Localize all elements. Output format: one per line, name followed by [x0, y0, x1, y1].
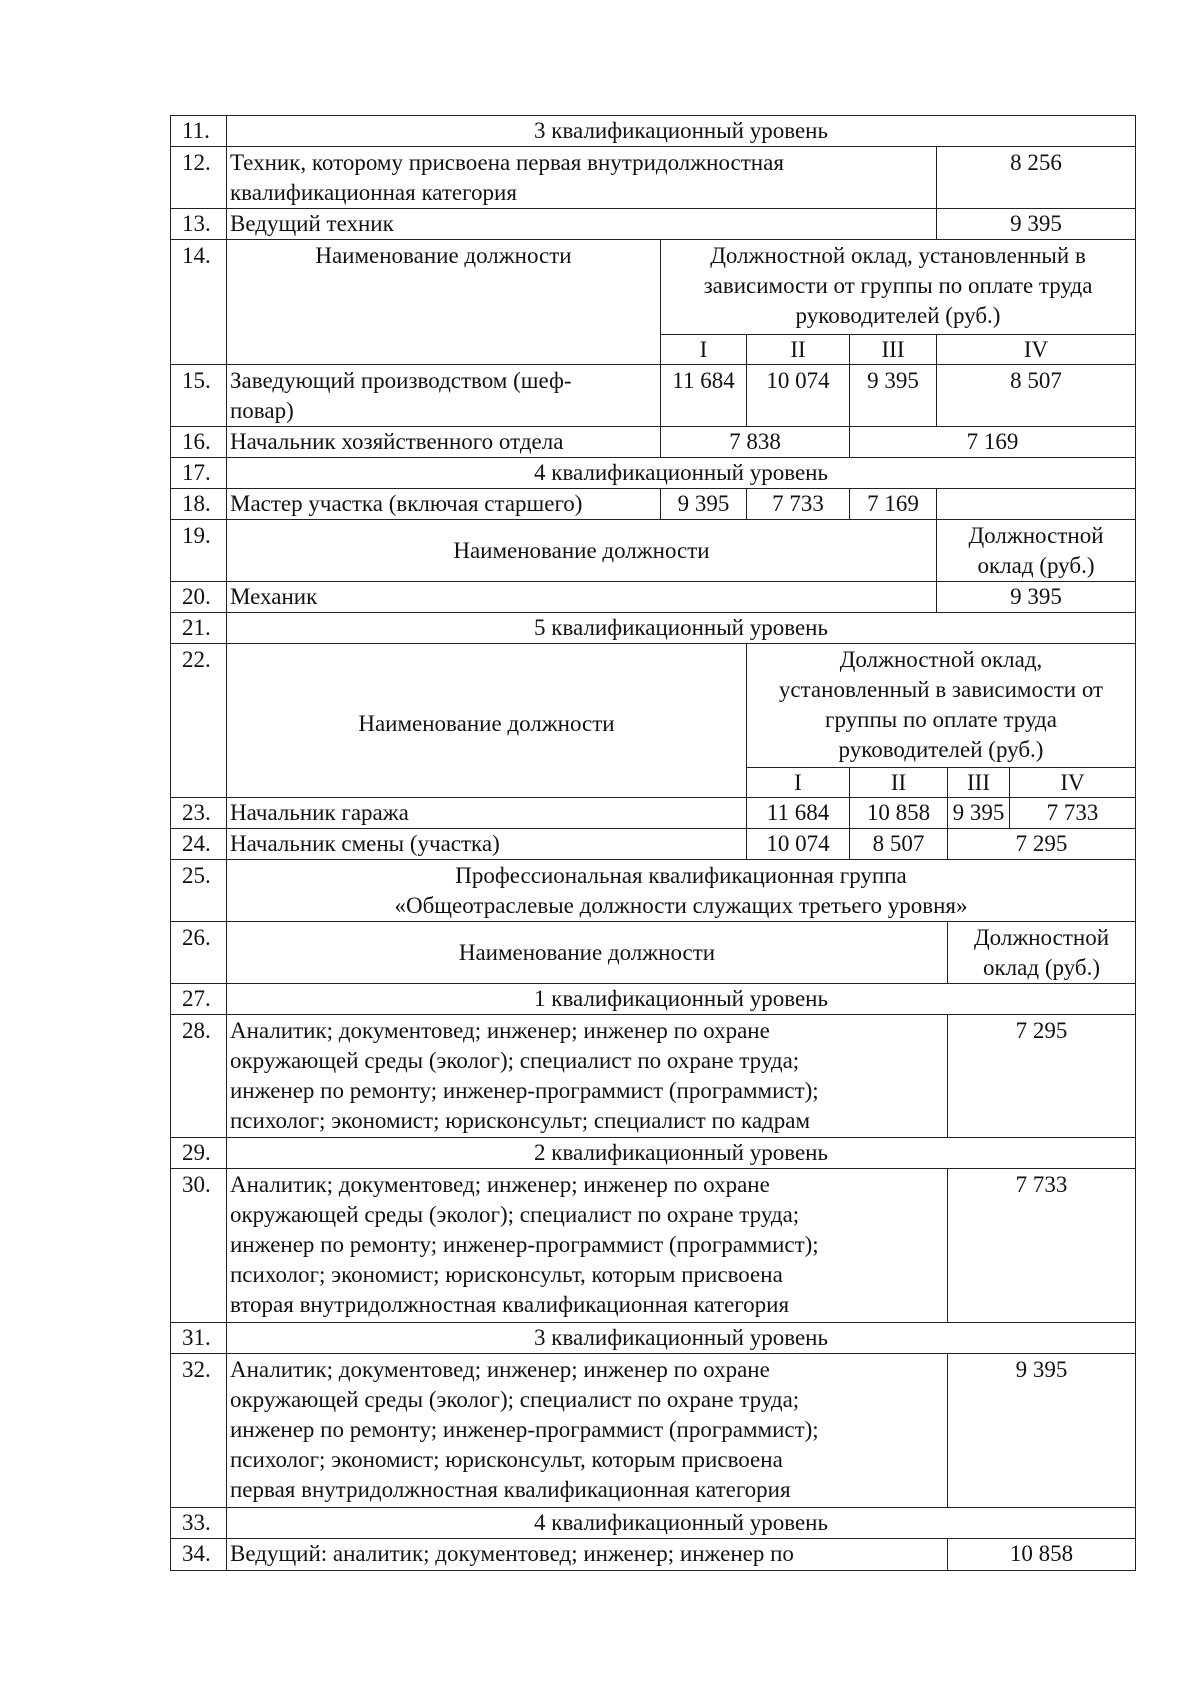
salary-value: 10 858 — [1009, 1541, 1074, 1566]
column-header-position: Наименование должности — [315, 243, 572, 268]
row-number: 24. — [182, 831, 211, 856]
salary-group-3: 9 395 — [867, 368, 919, 393]
salary-group-3-4: 7 169 — [966, 429, 1019, 454]
salary-group-3: 7 169 — [867, 491, 919, 516]
position-name: Техник, которому присвоена первая внутридолжностная квалификационная категория — [230, 150, 784, 205]
row-number: 30. — [182, 1172, 211, 1197]
position-name: Начальник смены (участка) — [230, 831, 500, 856]
salary-group-4: 7 733 — [1046, 800, 1099, 825]
salary-value: 9 395 — [1010, 211, 1062, 236]
row-number: 19. — [182, 523, 211, 548]
salary-group-1-2: 7 838 — [729, 429, 781, 454]
salary-value: 9 395 — [1010, 584, 1062, 609]
salary-group-1: 11 684 — [672, 368, 735, 393]
row-number: 33. — [182, 1510, 211, 1535]
row-number: 27. — [182, 986, 211, 1011]
position-name: Ведущий техник — [230, 211, 394, 236]
position-name: Начальник гаража — [230, 800, 409, 825]
position-name: Ведущий: аналитик; документовед; инженер; инженер по — [230, 1541, 794, 1566]
salary-group-4: 8 507 — [1010, 368, 1062, 393]
row-number: 15. — [182, 368, 211, 393]
row-number: 12. — [182, 150, 211, 175]
row-number: 22. — [182, 647, 211, 672]
column-header-salary: Должностной оклад, установленный в зависимости от группы по оплате труда руководителей (руб.) — [778, 647, 1104, 762]
position-name: Аналитик; документовед; инженер; инженер по охране окружающей среды (эколог); специалист по охране труда; инженер по ремонту; инженер-программист (программист); психолог; экономист; юрисконсульт; специалист по кадрам — [230, 1018, 819, 1133]
row-number: 28. — [182, 1018, 211, 1043]
salary-group-1: 10 074 — [766, 831, 830, 856]
position-name: Заведующий производством (шеф- повар) — [230, 368, 572, 423]
level-heading: 3 квалификационный уровень — [534, 1325, 828, 1350]
level-heading: 2 квалификационный уровень — [534, 1140, 828, 1165]
salary-group-2: 7 733 — [772, 491, 824, 516]
row-number: 32. — [182, 1357, 211, 1382]
group-header-3: III — [881, 337, 905, 362]
row-number: 20. — [182, 584, 211, 609]
salary-group-2: 10 858 — [866, 800, 931, 825]
position-name: Начальник хозяйственного отдела — [230, 429, 564, 454]
salary-group-2: 8 507 — [872, 831, 925, 856]
column-header-position: Наименование должности — [458, 940, 716, 965]
salary-group-2: 10 074 — [766, 368, 830, 393]
salary-group-1: 9 395 — [677, 491, 730, 516]
table-cell — [226, 581, 937, 613]
column-header-salary: Должностной оклад, установленный в зависимости от группы по оплате труда руководителей (руб.) — [703, 243, 1093, 328]
row-number: 13. — [182, 211, 211, 236]
level-heading: 4 квалификационный уровень — [534, 1510, 828, 1535]
group-header-4: IV — [1023, 337, 1049, 362]
level-heading: 3 квалификационный уровень — [534, 118, 828, 143]
group-header-2: II — [890, 770, 907, 795]
group-header-2: II — [790, 337, 806, 362]
column-header-salary: Должностной оклад (руб.) — [968, 523, 1104, 578]
row-number: 29. — [182, 1140, 211, 1165]
group-header-4: IV — [1060, 770, 1085, 795]
row-number: 14. — [182, 243, 211, 268]
row-number: 16. — [182, 429, 211, 454]
row-number: 23. — [182, 800, 211, 825]
row-number: 25. — [182, 863, 211, 888]
salary-value: 7 733 — [1015, 1172, 1068, 1197]
row-number: 31. — [182, 1325, 211, 1350]
group-heading: Профессиональная квалификационная группа «Общеотраслевые должности служащих третьего уровня» — [394, 863, 968, 918]
salary-value: 7 295 — [1015, 1018, 1068, 1043]
salary-value: 9 395 — [1015, 1357, 1068, 1382]
group-header-1: I — [699, 337, 708, 362]
position-name: Механик — [230, 584, 318, 609]
position-name: Аналитик; документовед; инженер; инженер по охране окружающей среды (эколог); специалист по охране труда; инженер по ремонту; инженер-программист (программист); психолог; экономист; юрисконсульт, которым присвоена вторая внутридолжностная квалификационная категория — [230, 1172, 819, 1317]
row-number: 11. — [182, 118, 210, 143]
row-number: 21. — [182, 615, 211, 640]
salary-value: 8 256 — [1010, 150, 1062, 175]
table-cell — [936, 488, 1136, 520]
row-number: 26. — [182, 925, 211, 950]
position-name: Аналитик; документовед; инженер; инженер по охране окружающей среды (эколог); специалист по охране труда; инженер по ремонту; инженер-программист (программист); психолог; экономист; юрисконсульт, которым присвоена первая внутридолжностная квалификационная категория — [230, 1357, 819, 1502]
column-header-salary: Должностной оклад (руб.) — [973, 925, 1109, 980]
level-heading: 4 квалификационный уровень — [534, 460, 828, 485]
group-header-3: III — [967, 770, 990, 795]
salary-group-3-4: 7 295 — [1015, 831, 1068, 856]
row-number: 18. — [182, 491, 211, 516]
position-name: Мастер участка (включая старшего) — [230, 491, 583, 516]
salary-group-3: 9 395 — [952, 800, 1005, 825]
salary-group-1: 11 684 — [766, 800, 830, 825]
level-heading: 1 квалификационный уровень — [534, 986, 828, 1011]
level-heading: 5 квалификационный уровень — [534, 615, 828, 640]
group-header-1: I — [794, 770, 802, 795]
row-number: 17. — [182, 460, 211, 485]
column-header-position: Наименование должности — [453, 538, 710, 563]
column-header-position: Наименование должности — [358, 711, 615, 736]
row-number: 34. — [182, 1541, 211, 1566]
